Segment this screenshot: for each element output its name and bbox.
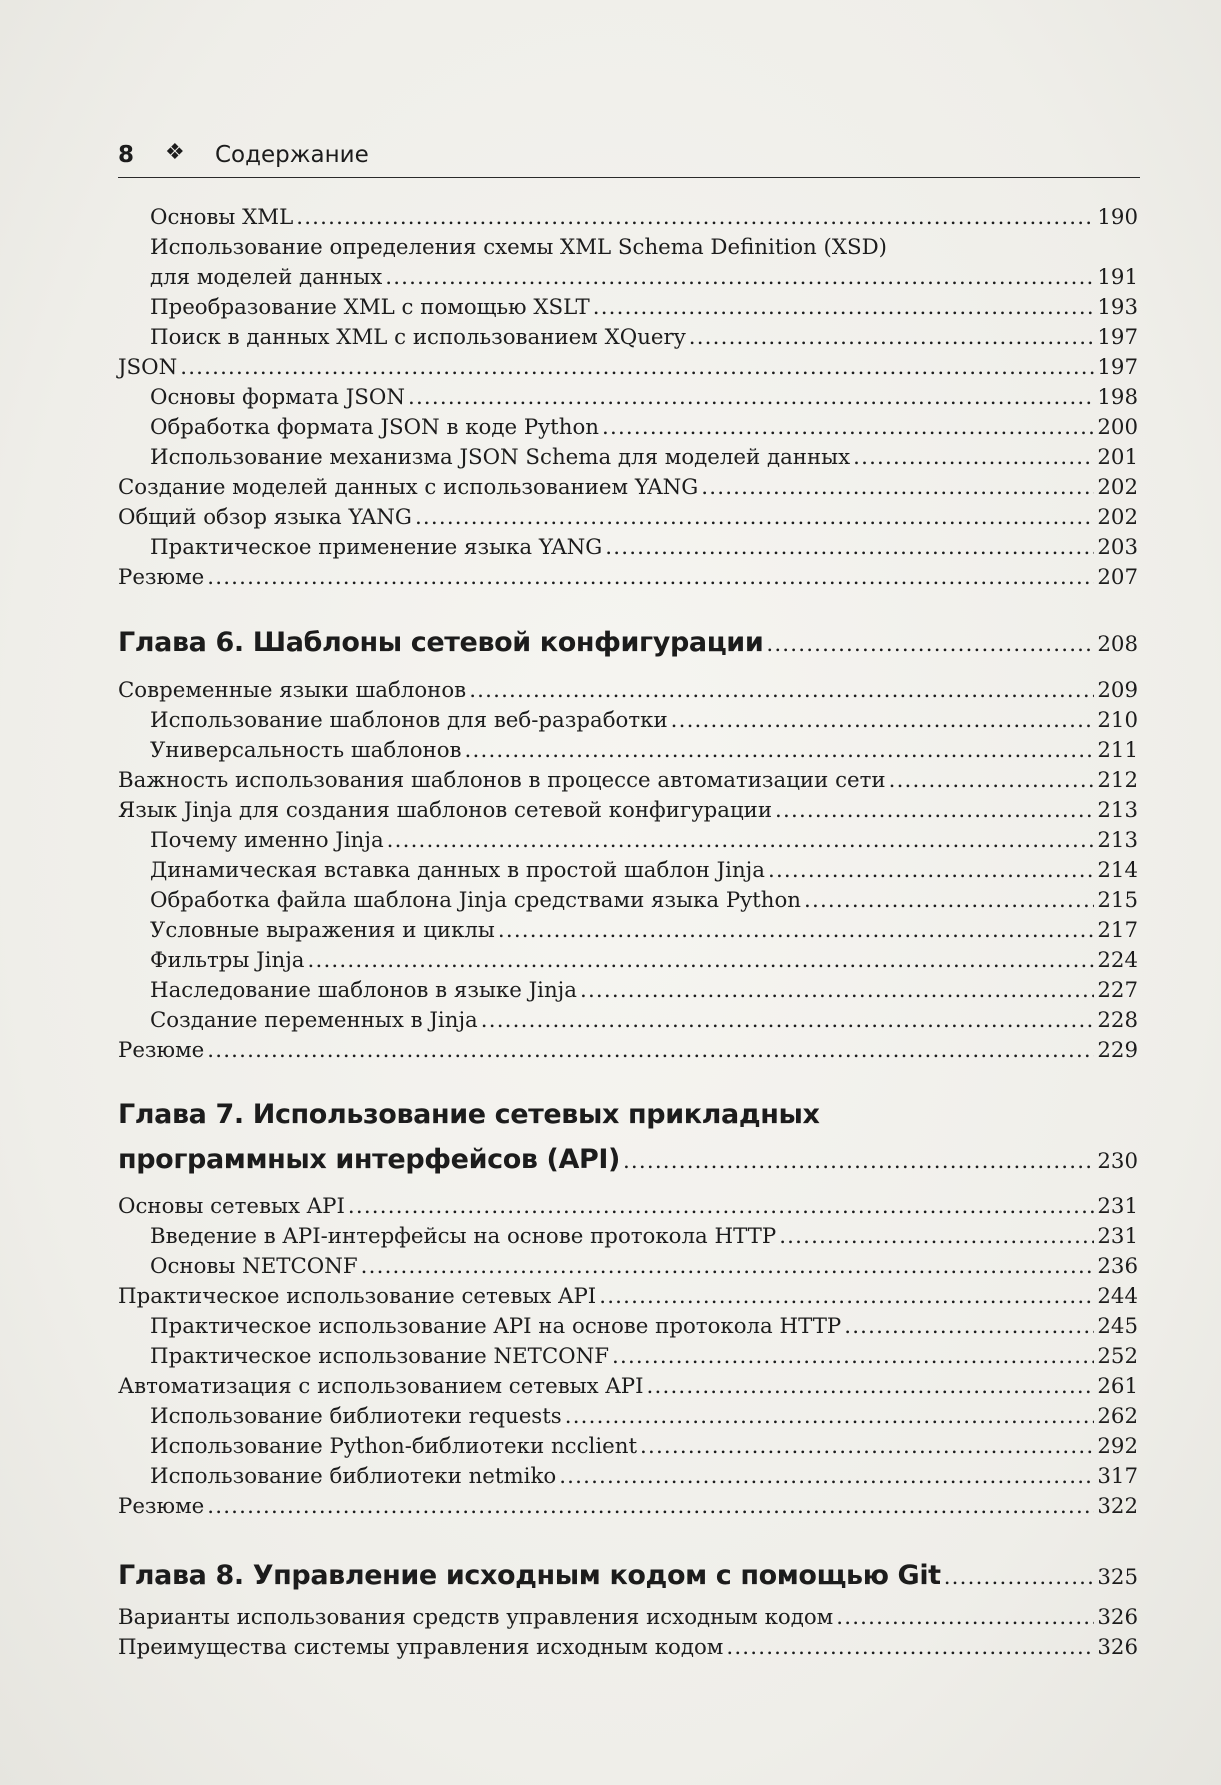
toc-entry: Язык Jinja для создания шаблонов сетевой конфигурации ..... 213 — [118, 796, 1138, 826]
toc-entry: Динамическая вставка данных в простой шаблон Jinja ..... 214 — [150, 856, 1138, 886]
toc-entry: Обработка файла шаблона Jinja средствами языка Python ..... 215 — [150, 886, 1138, 916]
toc-entry: Основы NETCONF ..... 236 — [150, 1252, 1138, 1282]
toc-entry: Общий обзор языка YANG ..... 202 — [118, 503, 1138, 533]
toc-entry: Универсальность шаблонов ..... 211 — [150, 736, 1138, 766]
header-title: Содержание — [215, 142, 369, 168]
toc-entry: Создание переменных в Jinja ..... 228 — [150, 1006, 1138, 1036]
toc-entry: Резюме ..... 322 — [118, 1492, 1138, 1522]
toc-entry: Автоматизация с использованием сетевых API ..... 261 — [118, 1372, 1138, 1402]
toc-entry: Основы формата JSON ..... 198 — [150, 383, 1138, 413]
toc-entry: Практическое использование API на основе протокола HTTP ..... 245 — [150, 1312, 1138, 1342]
toc-entry: Поиск в данных XML с использованием XQuery ..... 197 — [150, 323, 1138, 353]
toc-entry: Введение в API-интерфейсы на основе протокола HTTP ..... 231 — [150, 1222, 1138, 1252]
toc-entry: Современные языки шаблонов ..... 209 — [118, 676, 1138, 706]
toc-entry: Основы XML ..... 190 — [150, 203, 1138, 233]
running-header — [118, 138, 1140, 176]
toc-entry: Фильтры Jinja ..... 224 — [150, 946, 1138, 976]
toc-entry: Использование механизма JSON Schema для моделей данных ..... 201 — [150, 443, 1138, 473]
toc-entry: Основы сетевых API ..... 231 — [118, 1192, 1138, 1222]
toc-entry: Практическое использование сетевых API ..... 244 — [118, 1282, 1138, 1312]
toc-chapter: Глава 6. Шаблоны сетевой конфигурации ..... 208 — [118, 623, 1138, 663]
toc-entry: Обработка формата JSON в коде Python ..... 200 — [150, 413, 1138, 443]
toc-entry: для моделей данных ..... 191 — [150, 263, 1138, 293]
toc-entry: Использование библиотеки netmiko ..... 317 — [150, 1462, 1138, 1492]
toc-chapter: Глава 8. Управление исходным кодом с помощью Git ..... 325 — [118, 1556, 1138, 1596]
toc-entry: Преимущества системы управления исходным кодом ..... 326 — [118, 1633, 1138, 1663]
page-number: 8 — [118, 142, 135, 168]
toc-entry: JSON ..... 197 — [118, 353, 1138, 383]
toc-entry: Почему именно Jinja ..... 213 — [150, 826, 1138, 856]
toc-entry: Наследование шаблонов в языке Jinja ..... 227 — [150, 976, 1138, 1006]
toc-entry: Практическое использование NETCONF ..... 252 — [150, 1342, 1138, 1372]
toc-chapter: программных интерфейсов (API) ..... 230 — [118, 1140, 1138, 1180]
toc-entry: Практическое применение языка YANG ..... 203 — [150, 533, 1138, 563]
toc-entry: Использование библиотеки requests ..... 262 — [150, 1402, 1138, 1432]
toc-entry: Резюме ..... 207 — [118, 563, 1138, 593]
ornament-icon: ❖ — [165, 140, 185, 165]
header-rule — [118, 177, 1140, 178]
toc-entry: Важность использования шаблонов в процессе автоматизации сети ..... 212 — [118, 766, 1138, 796]
toc-entry: Условные выражения и циклы ..... 217 — [150, 916, 1138, 946]
toc-entry: Преобразование XML с помощью XSLT ..... 193 — [150, 293, 1138, 323]
toc-chapter-title: Глава 7. Использование сетевых прикладных — [118, 1099, 820, 1130]
toc-entry: Использование шаблонов для веб-разработки ..... 210 — [150, 706, 1138, 736]
toc-entry: Создание моделей данных с использованием YANG ..... 202 — [118, 473, 1138, 503]
toc-entry: Варианты использования средств управления исходным кодом ..... 326 — [118, 1603, 1138, 1633]
toc-entry: Резюме ..... 229 — [118, 1036, 1138, 1066]
toc-entry: Использование определения схемы XML Schema Definition (XSD) — [150, 235, 887, 260]
toc-entry: Использование Python-библиотеки ncclient ..... 292 — [150, 1432, 1138, 1462]
